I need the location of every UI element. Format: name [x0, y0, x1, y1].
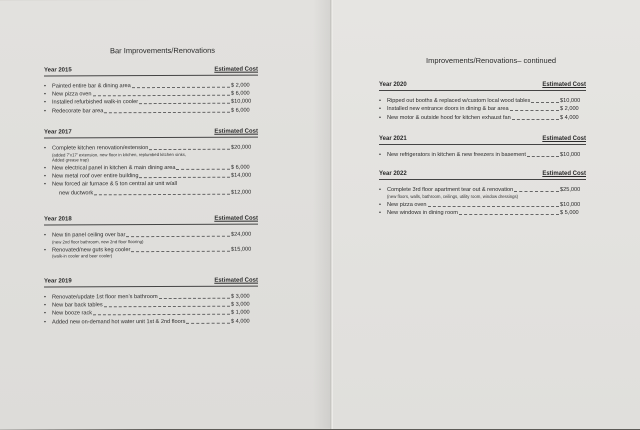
estimated-cost-label: Estimated Cost [214, 277, 258, 284]
bullet-icon: • [44, 99, 46, 106]
leader-dashes [514, 191, 559, 192]
section-year: Year 2017 [44, 129, 72, 136]
item-text: new ductwork [59, 189, 94, 197]
section-rule [379, 144, 586, 145]
item-text: New booze rack [52, 310, 93, 317]
leader-dashes [512, 119, 559, 120]
section-year: Year 2021 [379, 136, 407, 142]
item-cost: $20,000 [231, 144, 252, 151]
page-title: Bar Improvements/Renovations [110, 45, 216, 56]
list-item [379, 114, 560, 121]
bullet-icon: • [44, 173, 46, 180]
bullet-icon: • [44, 232, 46, 239]
item-text: New electrical panel in kitchen & main dining area [52, 164, 176, 172]
item-text: Added new on-demand hot water unit 1st & 2nd floors [52, 318, 186, 326]
item-cost: $ 3,000 [231, 293, 250, 300]
section-header [44, 277, 258, 285]
leader-dashes [186, 322, 230, 323]
bullet-icon: • [44, 91, 46, 98]
item-text: New refrigerators in kitchen & new freezers in basement [387, 152, 526, 158]
estimated-cost-label: Estimated Cost [214, 215, 258, 222]
list-item [379, 152, 560, 158]
list-item [379, 210, 560, 217]
section-year: Year 2019 [44, 278, 72, 285]
section-header [44, 128, 258, 136]
leader-dashes [531, 102, 559, 103]
bullet-icon: • [379, 210, 381, 217]
item-note: (walk-in cooler and beer cooler) [52, 253, 113, 259]
item-cost: $ 2,000 [231, 82, 250, 89]
section-rule [44, 224, 258, 226]
leader-dashes [459, 214, 559, 215]
estimated-cost-label: Estimated Cost [214, 128, 258, 135]
item-text: New tin panel ceiling over bar [52, 232, 126, 239]
item-text: New pizza oven [387, 201, 427, 208]
item-cost: $ 1,000 [231, 310, 250, 317]
bullet-icon: • [44, 310, 46, 317]
item-text: Complete kitchen renovation/extension [52, 145, 149, 152]
item-cost: $ 4,000 [560, 114, 579, 121]
section-header [44, 215, 258, 223]
list-item [44, 181, 231, 188]
item-cost: $10,000 [231, 99, 252, 106]
item-text: New windows in dining room [387, 210, 458, 217]
page-title: Improvements/Renovations– continued [426, 56, 557, 65]
bullet-icon: • [44, 319, 46, 326]
item-text: Renovated/new guts keg cooler [52, 246, 131, 254]
section-year: Year 2018 [44, 216, 72, 223]
item-cost: $ 6,000 [231, 107, 250, 114]
item-cost: $15,000 [231, 246, 252, 253]
list-item [379, 187, 560, 193]
leader-dashes [527, 156, 559, 157]
estimated-cost-label: Estimated Cost [542, 82, 586, 88]
item-text: Complete 3rd floor apartment tear out & renovation [387, 187, 514, 193]
item-text: New motor & outside hood for kitchen exhaust fan [387, 114, 511, 121]
item-cost: $24,000 [231, 231, 252, 238]
bullet-icon: • [379, 106, 381, 113]
bullet-icon: • [44, 145, 46, 152]
bullet-icon: • [379, 201, 381, 208]
item-cost: $12,000 [231, 189, 252, 196]
bullet-icon: • [44, 302, 46, 309]
section-rule [379, 179, 586, 180]
item-text: Renovate/update 1st floor men’s bathroom [52, 294, 158, 301]
leader-dashes [510, 110, 559, 111]
list-item [379, 106, 560, 113]
estimated-cost-label: Estimated Cost [214, 66, 258, 73]
bullet-icon: • [44, 294, 46, 301]
item-text: New forced air furnace & 5 ton central air unit w/all [52, 181, 177, 188]
bullet-icon: • [379, 187, 381, 193]
bullet-icon: • [44, 108, 46, 115]
item-cost: $ 3,000 [231, 301, 250, 308]
right-document-page [333, 0, 640, 429]
item-text: New metal roof over entire building [52, 173, 139, 180]
item-note: (new 2nd floor bathroom, new 2nd floor flooring) [52, 238, 144, 245]
bullet-icon: • [379, 98, 381, 104]
item-note: (added 7’x17’ extension, new floor in kitchen, replumbed kitchen sinks, [52, 151, 187, 158]
item-cost: $10,000 [560, 98, 581, 104]
item-cost: $ 5,000 [560, 210, 579, 217]
section-rule [44, 286, 258, 288]
item-cost: $14,000 [231, 172, 252, 179]
item-cost: $25,000 [560, 187, 581, 193]
bullet-icon: • [44, 181, 46, 188]
list-item [379, 201, 560, 208]
item-text: Installed new entrance doors in dining & bar area [387, 106, 509, 113]
item-cost: $10,000 [560, 201, 581, 208]
item-note: Added grease trap) [52, 157, 89, 163]
section-year: Year 2022 [379, 171, 407, 177]
item-cost: $10,000 [560, 152, 581, 158]
estimated-cost-label: Estimated Cost [542, 171, 586, 177]
bullet-icon: • [44, 165, 46, 172]
item-text: Painted entire bar & dining area [52, 83, 131, 90]
item-text: New pizza oven [52, 91, 92, 98]
bullet-icon: • [379, 114, 381, 121]
list-item [379, 98, 560, 104]
item-text: New bar back tables [52, 302, 103, 309]
item-cost: $ 4,000 [231, 318, 250, 325]
section-year: Year 2015 [44, 67, 72, 74]
item-text: Ripped out booths & replaced w/custom local wood tables [387, 98, 531, 104]
section-rule [379, 90, 586, 91]
item-cost: $ 6,000 [231, 90, 250, 97]
item-cost: $ 2,000 [560, 106, 579, 113]
bullet-icon: • [44, 247, 46, 254]
item-text: Redecorate bar area [52, 107, 104, 115]
bullet-icon: • [379, 152, 381, 158]
item-text: Installed refurbished walk-in cooler [52, 99, 139, 106]
item-cost: $ 6,000 [231, 164, 250, 171]
section-rule [44, 137, 258, 139]
item-note: (new floors, walls, bathroom, ceilings, utility room, window dressings) [387, 193, 519, 199]
estimated-cost-label: Estimated Cost [542, 136, 586, 142]
bullet-icon: • [44, 83, 46, 90]
section-rule [44, 75, 258, 77]
section-year: Year 2020 [379, 82, 407, 88]
leader-dashes [428, 206, 559, 207]
section-header [44, 66, 258, 74]
